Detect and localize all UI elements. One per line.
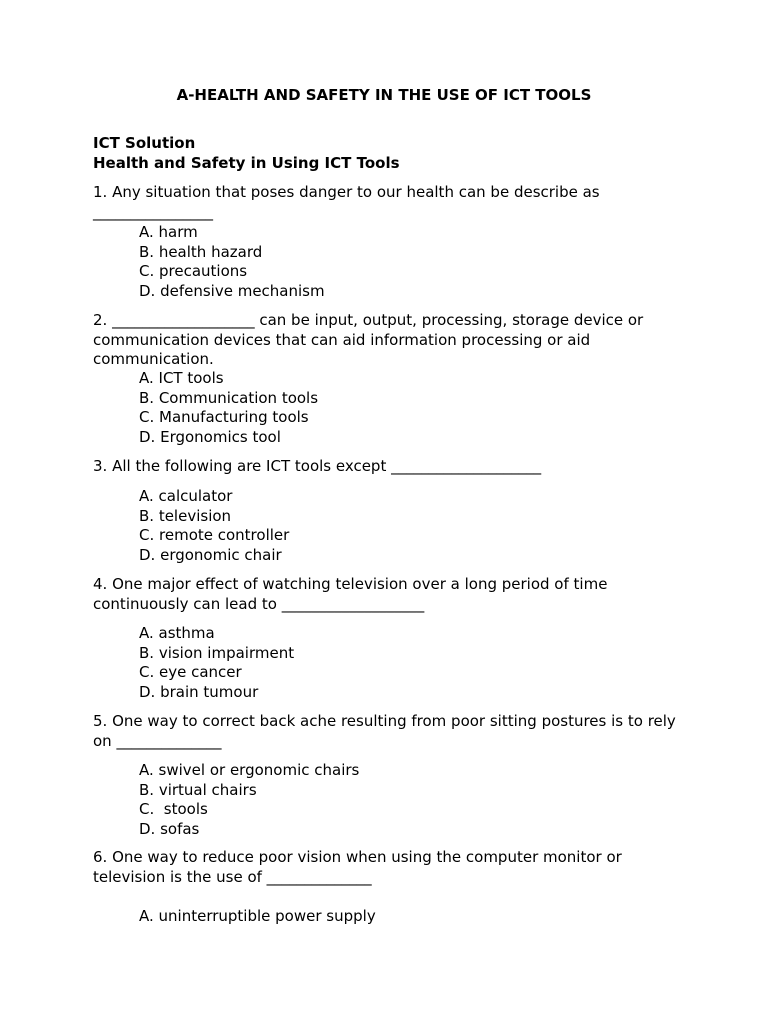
option-c: C. remote controller bbox=[139, 526, 290, 545]
option-c: C. eye cancer bbox=[139, 663, 242, 682]
question-2-text: 2. ___________________ can be input, output, processing, storage device or communication devices that can aid information processing or aid communication. bbox=[93, 311, 648, 369]
option-d: D. defensive mechanism bbox=[139, 281, 325, 300]
question-5-options bbox=[139, 761, 359, 839]
option-a: A. swivel or ergonomic chairs bbox=[139, 761, 360, 779]
question-6-options bbox=[139, 907, 376, 927]
option-a: A. ICT tools bbox=[139, 369, 224, 387]
option-d: D. ergonomic chair bbox=[139, 545, 282, 564]
option-a: A. uninterruptible power supply bbox=[139, 907, 376, 925]
topic-heading: Health and Safety in Using ICT Tools bbox=[93, 154, 400, 172]
question-1-options bbox=[139, 223, 325, 301]
option-c: C. precautions bbox=[139, 262, 248, 281]
question-1-text: 1. Any situation that poses danger to our health can be describe as ________________ bbox=[93, 183, 605, 221]
question-4-options bbox=[139, 624, 294, 702]
option-d: D. Ergonomics tool bbox=[139, 427, 281, 446]
subject-heading: ICT Solution bbox=[93, 134, 196, 152]
option-c: C. stools bbox=[139, 800, 208, 819]
option-b: B. health hazard bbox=[139, 242, 263, 261]
option-a: A. calculator bbox=[139, 487, 233, 505]
option-a: A. asthma bbox=[139, 624, 215, 642]
option-d: D. sofas bbox=[139, 819, 200, 838]
question-3-text: 3. All the following are ICT tools except ____________________ bbox=[93, 457, 542, 475]
question-6-text: 6. One way to reduce poor vision when using the computer monitor or television is the use of ______________ bbox=[93, 848, 627, 886]
question-3-options bbox=[139, 487, 289, 565]
option-b: B. Communication tools bbox=[139, 388, 319, 407]
option-b: B. virtual chairs bbox=[139, 780, 257, 799]
question-4-text: 4. One major effect of watching television over a long period of time continuously can lead to ___________________ bbox=[93, 575, 613, 613]
option-d: D. brain tumour bbox=[139, 682, 259, 701]
option-b: B. vision impairment bbox=[139, 643, 295, 662]
option-a: A. harm bbox=[139, 223, 198, 241]
document-title: A-HEALTH AND SAFETY IN THE USE OF ICT TOOLS bbox=[176, 86, 592, 104]
option-b: B. television bbox=[139, 506, 232, 525]
option-c: C. Manufacturing tools bbox=[139, 408, 309, 427]
question-5-text: 5. One way to correct back ache resulting from poor sitting postures is to rely on ______________ bbox=[93, 712, 681, 750]
question-2-options bbox=[139, 369, 318, 447]
